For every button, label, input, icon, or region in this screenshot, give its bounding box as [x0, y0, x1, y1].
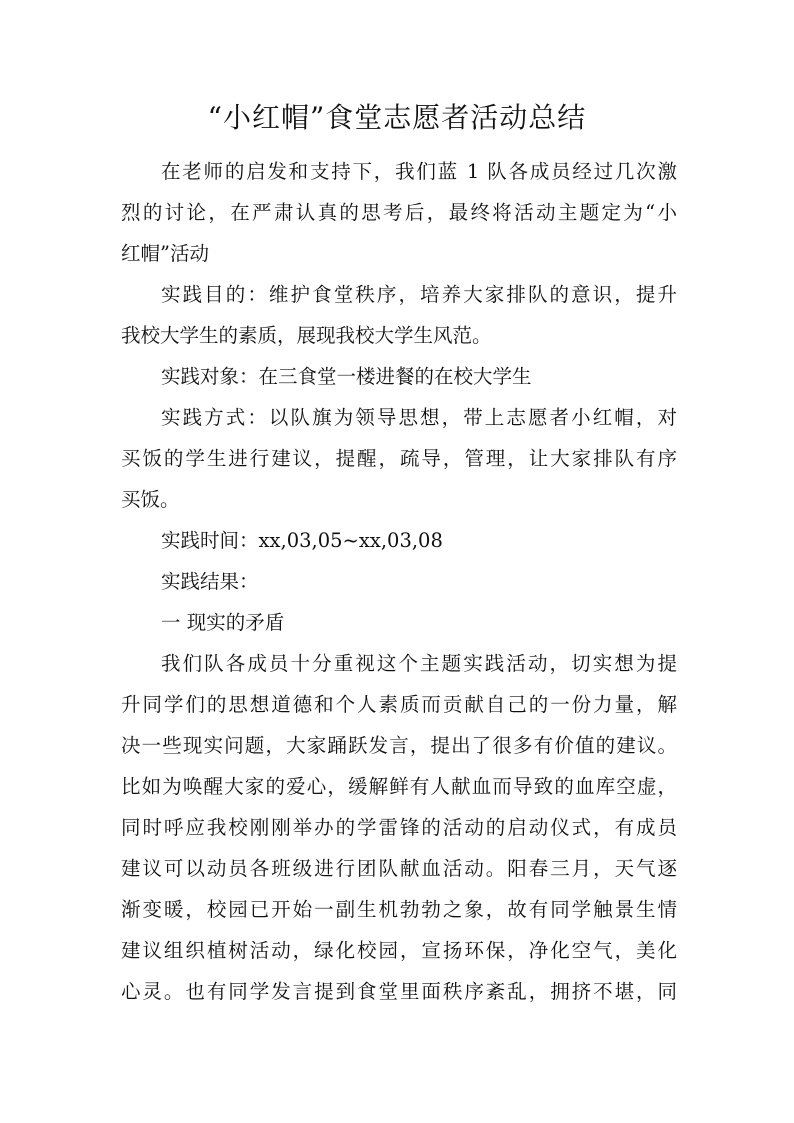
paragraph-line: 实践目的：维护食堂秩序，培养大家排队的意识，提升: [161, 283, 677, 306]
paragraph-line: 决一些现实问题，大家踊跃发言，提出了很多有价值的建议。: [121, 734, 677, 757]
paragraph-line: 买饭。: [121, 488, 180, 511]
paragraph-line: 烈的讨论，在严肃认真的思考后，最终将活动主题定为“小: [121, 201, 677, 224]
paragraph-line: 心灵。也有同学发言提到食堂里面秩序紊乱，拥挤不堪，同: [121, 980, 677, 1003]
paragraph-line: 建议可以动员各班级进行团队献血活动。阳春三月，天气逐: [121, 857, 677, 880]
paragraph-line: 实践时间：xx,03,05~xx,03,08: [161, 529, 443, 552]
document-body: [121, 151, 677, 1012]
paragraph-line: 升同学们的思想道德和个人素质而贡献自己的一份力量，解: [121, 693, 677, 716]
paragraph-line: 实践结果：: [161, 570, 259, 593]
paragraph-line: 建议组织植树活动，绿化校园，宣扬环保，净化空气，美化: [121, 939, 677, 962]
paragraph-line: 实践对象：在三食堂一楼进餐的在校大学生: [161, 365, 532, 388]
paragraph-line: 同时呼应我校刚刚举办的学雷锋的活动的启动仪式，有成员: [121, 816, 677, 839]
paragraph-line: 我校大学生的素质，展现我校大学生风范。: [121, 324, 492, 347]
paragraph-line: 渐变暖，校园已开始一副生机勃勃之象，故有同学触景生情: [121, 898, 677, 921]
paragraph-line: 比如为唤醒大家的爱心，缓解鲜有人献血而导致的血库空虚，: [121, 775, 677, 798]
paragraph-line: 红帽”活动: [121, 242, 209, 265]
paragraph-line: 买饭的学生进行建议，提醒，疏导，管理，让大家排队有序: [121, 447, 677, 470]
paragraph-line: 我们队各成员十分重视这个主题实践活动，切实想为提: [161, 652, 677, 675]
paragraph-line: 实践方式：以队旗为领导思想，带上志愿者小红帽，对: [161, 406, 677, 429]
document-title: “小红帽”食堂志愿者活动总结: [207, 101, 587, 134]
paragraph-line: 在老师的启发和支持下，我们蓝 1 队各成员经过几次激: [161, 160, 677, 183]
section-heading: 一 现实的矛盾: [161, 611, 285, 634]
